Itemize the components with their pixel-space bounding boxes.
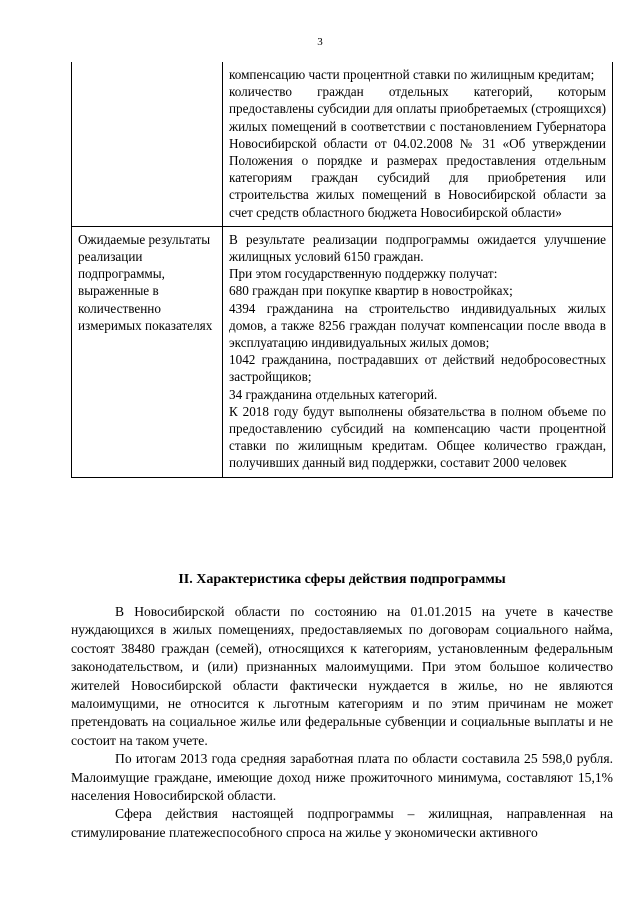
value-line: компенсацию части процентной ставки по жилищным кредитам;: [229, 67, 595, 82]
row-value: [223, 62, 613, 226]
value-line: 1042 гражданина, пострадавших от действий недобросовестных застройщиков;: [229, 352, 606, 385]
value-line: При этом государственную поддержку получат:: [229, 266, 498, 282]
value-line: В результате реализации подпрограммы ожидается улучшение жилищных условий 6150 граждан.: [229, 231, 606, 265]
table-row: [72, 226, 613, 477]
value-line: количество граждан отдельных категорий, которым предоставлены субсидии для оплаты приобретаемых (строящихся) жилых помещений в соответствии с постановлением Губернатора Новосибирской области от 04.02.2008 № 31 «Об утверждении Положения о порядке и размерах предоставления отдельным категориям граждан субсидий для приобретения или строительства жилых помещений в Новосибирской области за счет средств областного бюджета Новосибирской области»: [229, 84, 606, 220]
value-line: 34 гражданина отдельных категорий.: [229, 386, 438, 402]
paragraph: В Новосибирской области по состоянию на 01.01.2015 на учете в качестве нуждающихся в жилых помещениях, предоставляемых по договорам социального найма, состоят 38480 граждан (семей), относящихся к категориям, установленным федеральным законодательством, и (или) признанных малоимущими. При этом большое количество жителей Новосибирской области фактически нуждается в жилье, но не являются малоимущими, не относится к льготным категориям и по этим причинам не может претендовать на социальное жилье или федеральные субвенции и социальные выплаты и не состоит на таком учете.: [71, 604, 613, 748]
body-text: [71, 603, 613, 842]
row-label: Ожидаемые результаты реализации подпрограммы, выраженные в количественно измеримых показателях: [72, 226, 223, 477]
paragraph: Сфера действия настоящей подпрограммы – жилищная, направленная на стимулирование платежеспособного спроса на жилье у экономически активного: [71, 806, 613, 840]
value-line: К 2018 году будут выполнены обязательства в полном объеме по предоставлению субсидий на компенсацию части процентной ставки по жилищным кредитам. Общее количество граждан, получивших данный вид поддержки, составит 2000 человек: [229, 403, 606, 471]
paragraph: По итогам 2013 года средняя заработная плата по области составила 25 598,0 рубля. Малоимущие граждане, имеющие доход ниже прожиточного минимума, составляют 15,1% населения Новосибирской области.: [71, 751, 613, 804]
value-line: 4394 гражданина на строительство индивидуальных жилых домов, а также 8256 граждан получат компенсации после ввода в эксплуатацию индивидуальных жилых домов;: [229, 300, 606, 351]
row-label: [72, 62, 223, 226]
section-title: II. Характеристика сферы действия подпрограммы: [178, 572, 506, 587]
page-number: 3: [317, 36, 323, 48]
value-line: 680 граждан при покупке квартир в новостройках;: [229, 283, 513, 299]
program-passport-table: [71, 62, 613, 478]
row-value: [223, 226, 613, 477]
table-row: [72, 62, 613, 226]
